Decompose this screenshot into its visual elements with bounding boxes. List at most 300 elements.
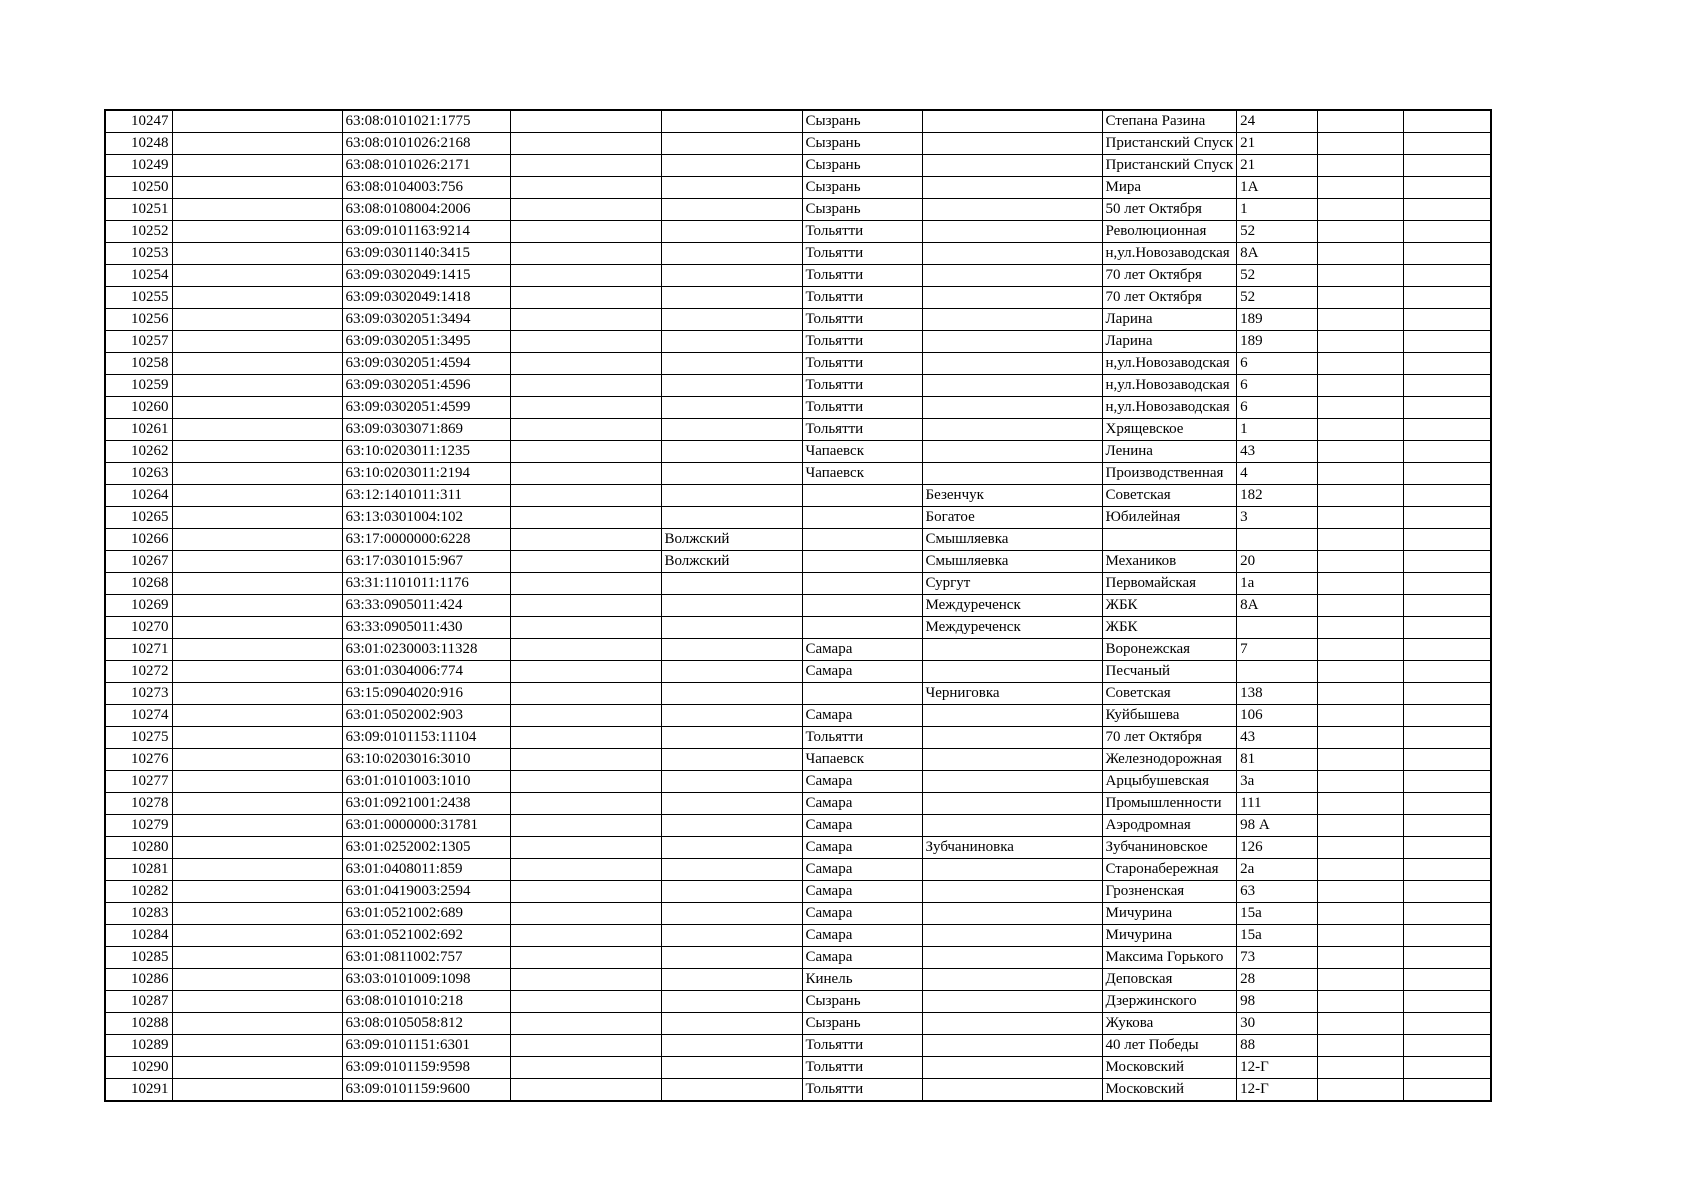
locality-cell (922, 243, 1102, 265)
blank-cell (1404, 287, 1491, 309)
blank-cell (1404, 859, 1491, 881)
cadastral-number-cell: 63:08:0105058:812 (342, 1013, 510, 1035)
blank-cell (1318, 639, 1404, 661)
blank-cell (1318, 375, 1404, 397)
blank-cell (172, 265, 342, 287)
table-row (105, 419, 1491, 441)
table-row (105, 595, 1491, 617)
blank-cell (1404, 529, 1491, 551)
blank-cell (172, 837, 342, 859)
house-cell: 1А (1237, 177, 1318, 199)
table-row (105, 1079, 1491, 1102)
street-cell: Степана Разина (1102, 110, 1237, 133)
blank-cell (510, 705, 661, 727)
blank-cell (510, 595, 661, 617)
locality-cell (922, 419, 1102, 441)
street-cell: н,ул.Новозаводская (1102, 397, 1237, 419)
locality-cell (922, 859, 1102, 881)
district-cell (661, 617, 802, 639)
locality-cell (922, 639, 1102, 661)
row-number-cell: 10277 (105, 771, 172, 793)
city-cell: Сызрань (802, 177, 922, 199)
row-number-cell: 10280 (105, 837, 172, 859)
district-cell (661, 793, 802, 815)
row-number-cell: 10291 (105, 1079, 172, 1102)
blank-cell (1404, 793, 1491, 815)
locality-cell (922, 903, 1102, 925)
table-row (105, 639, 1491, 661)
street-cell: Жукова (1102, 1013, 1237, 1035)
district-cell: Волжский (661, 529, 802, 551)
house-cell: 182 (1237, 485, 1318, 507)
street-cell: Юбилейная (1102, 507, 1237, 529)
blank-cell (1404, 110, 1491, 133)
city-cell (802, 485, 922, 507)
house-cell: 63 (1237, 881, 1318, 903)
blank-cell (1318, 507, 1404, 529)
blank-cell (172, 639, 342, 661)
city-cell: Самара (802, 947, 922, 969)
street-cell: Революционная (1102, 221, 1237, 243)
locality-cell: Безенчук (922, 485, 1102, 507)
street-cell: н,ул.Новозаводская (1102, 353, 1237, 375)
city-cell: Чапаевск (802, 441, 922, 463)
row-number-cell: 10286 (105, 969, 172, 991)
house-cell: 7 (1237, 639, 1318, 661)
street-cell: н,ул.Новозаводская (1102, 243, 1237, 265)
blank-cell (172, 661, 342, 683)
row-number-cell: 10269 (105, 595, 172, 617)
row-number-cell: 10255 (105, 287, 172, 309)
blank-cell (172, 419, 342, 441)
blank-cell (1318, 947, 1404, 969)
blank-cell (1404, 331, 1491, 353)
blank-cell (1318, 243, 1404, 265)
district-cell (661, 639, 802, 661)
street-cell: Мичурина (1102, 903, 1237, 925)
locality-cell (922, 221, 1102, 243)
city-cell: Сызрань (802, 110, 922, 133)
table-row (105, 1057, 1491, 1079)
house-cell: 24 (1237, 110, 1318, 133)
cadastral-number-cell: 63:31:1101011:1176 (342, 573, 510, 595)
blank-cell (1404, 749, 1491, 771)
district-cell (661, 1079, 802, 1102)
row-number-cell: 10287 (105, 991, 172, 1013)
house-cell: 12-Г (1237, 1079, 1318, 1102)
blank-cell (172, 815, 342, 837)
table-row (105, 727, 1491, 749)
district-cell (661, 815, 802, 837)
city-cell: Тольятти (802, 1035, 922, 1057)
row-number-cell: 10266 (105, 529, 172, 551)
district-cell (661, 705, 802, 727)
cadastral-number-cell: 63:01:0304006:774 (342, 661, 510, 683)
house-cell (1237, 617, 1318, 639)
street-cell: Промышленности (1102, 793, 1237, 815)
cadastral-number-cell: 63:03:0101009:1098 (342, 969, 510, 991)
house-cell: 6 (1237, 353, 1318, 375)
house-cell: 1а (1237, 573, 1318, 595)
blank-cell (172, 771, 342, 793)
blank-cell (1404, 375, 1491, 397)
house-cell: 1 (1237, 199, 1318, 221)
row-number-cell: 10263 (105, 463, 172, 485)
city-cell: Чапаевск (802, 749, 922, 771)
district-cell (661, 749, 802, 771)
city-cell: Самара (802, 639, 922, 661)
locality-cell (922, 947, 1102, 969)
blank-cell (172, 881, 342, 903)
locality-cell: Междуреченск (922, 617, 1102, 639)
blank-cell (1318, 110, 1404, 133)
district-cell (661, 331, 802, 353)
row-number-cell: 10256 (105, 309, 172, 331)
district-cell (661, 925, 802, 947)
house-cell (1237, 661, 1318, 683)
blank-cell (1404, 639, 1491, 661)
locality-cell (922, 1013, 1102, 1035)
street-cell: Хрящевское (1102, 419, 1237, 441)
house-cell: 126 (1237, 837, 1318, 859)
blank-cell (172, 573, 342, 595)
locality-cell (922, 727, 1102, 749)
street-cell: Воронежская (1102, 639, 1237, 661)
locality-cell (922, 441, 1102, 463)
street-cell: ЖБК (1102, 595, 1237, 617)
district-cell (661, 419, 802, 441)
table-row (105, 397, 1491, 419)
street-cell: Ларина (1102, 309, 1237, 331)
table-row (105, 375, 1491, 397)
district-cell (661, 265, 802, 287)
cadastral-number-cell: 63:09:0302049:1418 (342, 287, 510, 309)
locality-cell (922, 287, 1102, 309)
street-cell: 70 лет Октября (1102, 727, 1237, 749)
district-cell (661, 353, 802, 375)
blank-cell (1318, 793, 1404, 815)
cadastral-number-cell: 63:15:0904020:916 (342, 683, 510, 705)
blank-cell (1318, 903, 1404, 925)
street-cell: Старонабережная (1102, 859, 1237, 881)
house-cell: 189 (1237, 309, 1318, 331)
table-row (105, 617, 1491, 639)
blank-cell (1404, 199, 1491, 221)
cadastral-number-cell: 63:09:0301140:3415 (342, 243, 510, 265)
district-cell (661, 837, 802, 859)
district-cell (661, 287, 802, 309)
blank-cell (510, 1013, 661, 1035)
house-cell: 52 (1237, 221, 1318, 243)
blank-cell (510, 903, 661, 925)
row-number-cell: 10265 (105, 507, 172, 529)
street-cell: 70 лет Октября (1102, 287, 1237, 309)
house-cell: 8А (1237, 595, 1318, 617)
house-cell: 73 (1237, 947, 1318, 969)
row-number-cell: 10272 (105, 661, 172, 683)
locality-cell (922, 375, 1102, 397)
street-cell: Деповская (1102, 969, 1237, 991)
blank-cell (1404, 507, 1491, 529)
blank-cell (1404, 595, 1491, 617)
blank-cell (1404, 133, 1491, 155)
street-cell: Ленина (1102, 441, 1237, 463)
row-number-cell: 10276 (105, 749, 172, 771)
table-row (105, 1035, 1491, 1057)
blank-cell (1318, 485, 1404, 507)
locality-cell (922, 793, 1102, 815)
row-number-cell: 10289 (105, 1035, 172, 1057)
table-row (105, 110, 1491, 133)
blank-cell (172, 485, 342, 507)
row-number-cell: 10282 (105, 881, 172, 903)
blank-cell (1318, 661, 1404, 683)
blank-cell (1318, 1035, 1404, 1057)
row-number-cell: 10264 (105, 485, 172, 507)
row-number-cell: 10267 (105, 551, 172, 573)
blank-cell (172, 309, 342, 331)
blank-cell (1404, 881, 1491, 903)
cadastral-number-cell: 63:10:0203016:3010 (342, 749, 510, 771)
cadastral-number-cell: 63:09:0302051:4594 (342, 353, 510, 375)
blank-cell (510, 639, 661, 661)
district-cell (661, 771, 802, 793)
city-cell: Тольятти (802, 221, 922, 243)
row-number-cell: 10260 (105, 397, 172, 419)
district-cell (661, 309, 802, 331)
district-cell (661, 221, 802, 243)
table-row (105, 507, 1491, 529)
table-row (105, 265, 1491, 287)
row-number-cell: 10257 (105, 331, 172, 353)
blank-cell (1404, 683, 1491, 705)
blank-cell (172, 793, 342, 815)
street-cell: Ларина (1102, 331, 1237, 353)
blank-cell (510, 243, 661, 265)
blank-cell (510, 397, 661, 419)
street-cell: Куйбышева (1102, 705, 1237, 727)
cadastral-number-cell: 63:10:0203011:1235 (342, 441, 510, 463)
locality-cell (922, 1057, 1102, 1079)
locality-cell (922, 771, 1102, 793)
cadastral-number-cell: 63:13:0301004:102 (342, 507, 510, 529)
locality-cell (922, 815, 1102, 837)
blank-cell (510, 485, 661, 507)
city-cell: Сызрань (802, 991, 922, 1013)
blank-cell (1318, 155, 1404, 177)
cadastral-number-cell: 63:09:0101159:9598 (342, 1057, 510, 1079)
blank-cell (1318, 881, 1404, 903)
house-cell: 6 (1237, 375, 1318, 397)
cadastral-number-cell: 63:01:0000000:31781 (342, 815, 510, 837)
house-cell: 81 (1237, 749, 1318, 771)
house-cell: 6 (1237, 397, 1318, 419)
house-cell: 15а (1237, 903, 1318, 925)
blank-cell (1404, 1035, 1491, 1057)
blank-cell (510, 419, 661, 441)
street-cell: Пристанский Спуск (1102, 155, 1237, 177)
blank-cell (1318, 287, 1404, 309)
blank-cell (172, 243, 342, 265)
blank-cell (510, 375, 661, 397)
row-number-cell: 10253 (105, 243, 172, 265)
blank-cell (172, 177, 342, 199)
cadastral-number-cell: 63:09:0101151:6301 (342, 1035, 510, 1057)
district-cell (661, 397, 802, 419)
street-cell: Механиков (1102, 551, 1237, 573)
house-cell: 2а (1237, 859, 1318, 881)
locality-cell (922, 705, 1102, 727)
street-cell: Московский (1102, 1079, 1237, 1102)
street-cell: Грозненская (1102, 881, 1237, 903)
blank-cell (1404, 155, 1491, 177)
blank-cell (1404, 551, 1491, 573)
locality-cell (922, 177, 1102, 199)
row-number-cell: 10271 (105, 639, 172, 661)
blank-cell (1318, 815, 1404, 837)
district-cell (661, 991, 802, 1013)
address-table (104, 109, 1492, 1102)
blank-cell (172, 441, 342, 463)
blank-cell (510, 441, 661, 463)
cadastral-number-cell: 63:17:0000000:6228 (342, 529, 510, 551)
district-cell (661, 947, 802, 969)
blank-cell (1404, 177, 1491, 199)
cadastral-number-cell: 63:01:0811002:757 (342, 947, 510, 969)
city-cell: Самара (802, 793, 922, 815)
cadastral-number-cell: 63:10:0203011:2194 (342, 463, 510, 485)
cadastral-number-cell: 63:01:0101003:1010 (342, 771, 510, 793)
blank-cell (172, 859, 342, 881)
house-cell: 111 (1237, 793, 1318, 815)
house-cell (1237, 529, 1318, 551)
blank-cell (510, 287, 661, 309)
blank-cell (1318, 265, 1404, 287)
house-cell: 8А (1237, 243, 1318, 265)
street-cell: н,ул.Новозаводская (1102, 375, 1237, 397)
table-row (105, 815, 1491, 837)
locality-cell: Смышляевка (922, 529, 1102, 551)
city-cell: Тольятти (802, 331, 922, 353)
city-cell: Самара (802, 903, 922, 925)
city-cell: Тольятти (802, 353, 922, 375)
blank-cell (510, 265, 661, 287)
city-cell: Тольятти (802, 309, 922, 331)
locality-cell (922, 110, 1102, 133)
table-row (105, 331, 1491, 353)
blank-cell (1318, 925, 1404, 947)
blank-cell (1404, 463, 1491, 485)
row-number-cell: 10270 (105, 617, 172, 639)
row-number-cell: 10250 (105, 177, 172, 199)
row-number-cell: 10258 (105, 353, 172, 375)
blank-cell (510, 661, 661, 683)
locality-cell: Сургут (922, 573, 1102, 595)
blank-cell (1404, 419, 1491, 441)
blank-cell (1318, 727, 1404, 749)
street-cell: 70 лет Октября (1102, 265, 1237, 287)
street-cell: Мира (1102, 177, 1237, 199)
blank-cell (1404, 573, 1491, 595)
district-cell (661, 661, 802, 683)
blank-cell (510, 617, 661, 639)
city-cell: Тольятти (802, 727, 922, 749)
table-row (105, 881, 1491, 903)
row-number-cell: 10290 (105, 1057, 172, 1079)
blank-cell (1318, 837, 1404, 859)
city-cell: Тольятти (802, 243, 922, 265)
blank-cell (510, 881, 661, 903)
blank-cell (172, 617, 342, 639)
blank-cell (510, 463, 661, 485)
house-cell: 106 (1237, 705, 1318, 727)
blank-cell (510, 1035, 661, 1057)
blank-cell (510, 133, 661, 155)
district-cell (661, 969, 802, 991)
district-cell (661, 595, 802, 617)
blank-cell (172, 683, 342, 705)
blank-cell (1404, 771, 1491, 793)
house-cell: 21 (1237, 133, 1318, 155)
locality-cell (922, 991, 1102, 1013)
blank-cell (1404, 925, 1491, 947)
street-cell: Производственная (1102, 463, 1237, 485)
blank-cell (510, 221, 661, 243)
city-cell: Самара (802, 815, 922, 837)
street-cell: Железнодорожная (1102, 749, 1237, 771)
district-cell (661, 110, 802, 133)
blank-cell (172, 947, 342, 969)
blank-cell (510, 727, 661, 749)
house-cell: 98 А (1237, 815, 1318, 837)
row-number-cell: 10288 (105, 1013, 172, 1035)
row-number-cell: 10262 (105, 441, 172, 463)
district-cell (661, 727, 802, 749)
house-cell: 20 (1237, 551, 1318, 573)
table-row (105, 485, 1491, 507)
table-row (105, 551, 1491, 573)
row-number-cell: 10285 (105, 947, 172, 969)
district-cell (661, 441, 802, 463)
blank-cell (1404, 485, 1491, 507)
cadastral-number-cell: 63:08:0101021:1775 (342, 110, 510, 133)
row-number-cell: 10261 (105, 419, 172, 441)
blank-cell (1318, 683, 1404, 705)
row-number-cell: 10275 (105, 727, 172, 749)
locality-cell: Зубчаниновка (922, 837, 1102, 859)
district-cell (661, 859, 802, 881)
locality-cell (922, 661, 1102, 683)
cadastral-number-cell: 63:01:0408011:859 (342, 859, 510, 881)
blank-cell (172, 727, 342, 749)
blank-cell (510, 793, 661, 815)
blank-cell (1318, 617, 1404, 639)
blank-cell (1318, 991, 1404, 1013)
blank-cell (510, 683, 661, 705)
blank-cell (172, 133, 342, 155)
blank-cell (1318, 133, 1404, 155)
blank-cell (172, 749, 342, 771)
locality-cell: Смышляевка (922, 551, 1102, 573)
city-cell: Сызрань (802, 1013, 922, 1035)
blank-cell (1404, 221, 1491, 243)
city-cell: Тольятти (802, 1079, 922, 1102)
cadastral-number-cell: 63:17:0301015:967 (342, 551, 510, 573)
house-cell: 28 (1237, 969, 1318, 991)
street-cell (1102, 529, 1237, 551)
blank-cell (1404, 1079, 1491, 1102)
street-cell: Московский (1102, 1057, 1237, 1079)
